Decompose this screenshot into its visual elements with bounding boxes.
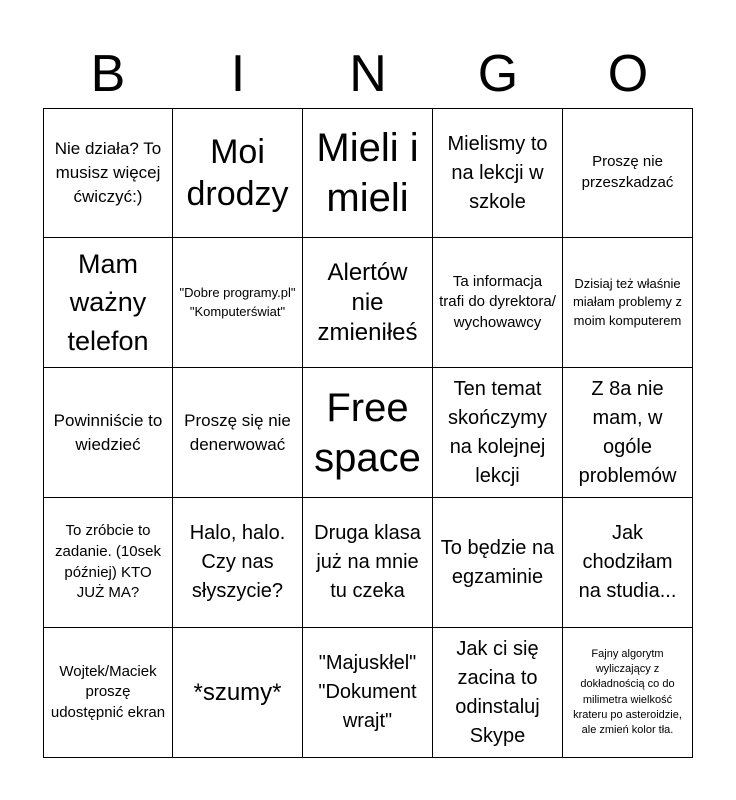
bingo-cell[interactable] bbox=[303, 238, 433, 368]
bingo-cell[interactable] bbox=[43, 108, 173, 238]
bingo-cell[interactable] bbox=[563, 498, 693, 628]
bingo-header bbox=[43, 40, 693, 108]
bingo-cell[interactable] bbox=[433, 368, 563, 498]
bingo-cell[interactable] bbox=[303, 108, 433, 238]
header-letter-o: O bbox=[607, 45, 649, 103]
bingo-cell[interactable] bbox=[173, 628, 303, 758]
bingo-cell[interactable] bbox=[303, 498, 433, 628]
bingo-cell-text: Alertów nie zmieniłeś bbox=[317, 258, 418, 346]
bingo-cell[interactable] bbox=[433, 628, 563, 758]
bingo-cell-text: Z 8a nie mam, w ogóle problemów bbox=[578, 377, 677, 487]
bingo-cell-text: Proszę nie przeszkadzać bbox=[581, 153, 674, 191]
bingo-cell[interactable] bbox=[173, 498, 303, 628]
bingo-cell-text: *szumy* bbox=[193, 678, 282, 706]
bingo-cell[interactable] bbox=[563, 628, 693, 758]
bingo-cell-text: Jak chodziłam na studia... bbox=[578, 522, 677, 602]
bingo-cell[interactable] bbox=[563, 368, 693, 498]
bingo-cell-text: Dzisiaj też właśnie miałam problemy z moim komputerem bbox=[572, 275, 683, 328]
bingo-cell[interactable] bbox=[43, 498, 173, 628]
header-letter-n: N bbox=[349, 45, 387, 103]
bingo-cell[interactable] bbox=[303, 628, 433, 758]
bingo-cell[interactable] bbox=[43, 628, 173, 758]
bingo-cell-text: Proszę się nie denerwować bbox=[184, 410, 291, 454]
bingo-cell-text: Free space bbox=[314, 385, 421, 480]
bingo-cell-text: Mieli i mieli bbox=[316, 126, 419, 220]
bingo-cell[interactable] bbox=[173, 238, 303, 368]
bingo-cell-text: "Dobre programy.pl" "Komputerświat" bbox=[179, 285, 296, 319]
bingo-cell[interactable] bbox=[433, 108, 563, 238]
bingo-cell[interactable] bbox=[43, 368, 173, 498]
bingo-cell-text: Jak ci się zacina to odinstaluj Skype bbox=[455, 637, 540, 747]
bingo-cell-text: Mam ważny telefon bbox=[67, 249, 149, 356]
bingo-cell-text: "Majuskłel" "Dokument wrajt" bbox=[318, 652, 417, 732]
bingo-board bbox=[43, 108, 693, 758]
bingo-cell[interactable] bbox=[563, 238, 693, 368]
bingo-cell-text: To będzie na egzaminie bbox=[440, 536, 555, 588]
bingo-cell-text: Powinniście to wiedzieć bbox=[53, 410, 163, 454]
bingo-cell-text: Nie działa? To musisz więcej ćwiczyć:) bbox=[54, 139, 162, 206]
bingo-cell[interactable] bbox=[433, 238, 563, 368]
bingo-cell-text: To zróbcie to zadanie. (10sek później) KTO JUŻ MA? bbox=[55, 522, 161, 602]
bingo-cell[interactable] bbox=[433, 498, 563, 628]
bingo-cell-text: Wojtek/Maciek proszę udostępnić ekran bbox=[50, 662, 166, 721]
bingo-cell-text: Halo, halo. Czy nas słyszycie? bbox=[189, 522, 286, 602]
header-letter-g: G bbox=[477, 45, 519, 103]
bingo-cell-text: Fajny algorytm wyliczający z dokładnością co do milimetra wielkość krateru po asteroidzie, ale zmień kolor tła. bbox=[573, 648, 682, 736]
bingo-cell[interactable] bbox=[173, 368, 303, 498]
bingo-cell[interactable] bbox=[43, 238, 173, 368]
bingo-cell[interactable] bbox=[563, 108, 693, 238]
bingo-cell-text: Druga klasa już na mnie tu czeka bbox=[314, 522, 421, 602]
bingo-cell-text: Ten temat skończymy na kolejnej lekcji bbox=[448, 377, 547, 487]
header-letter-b: B bbox=[90, 45, 126, 103]
bingo-cell-text: Ta informacja trafi do dyrektora/ wychowawcy bbox=[439, 272, 556, 331]
header-letter-i: I bbox=[230, 45, 246, 103]
bingo-cell-text: Mielismy to na lekcji w szkole bbox=[447, 132, 548, 213]
bingo-cell[interactable] bbox=[173, 108, 303, 238]
free-space-cell[interactable] bbox=[303, 368, 433, 498]
bingo-cell-text: Moi drodzy bbox=[186, 132, 289, 213]
